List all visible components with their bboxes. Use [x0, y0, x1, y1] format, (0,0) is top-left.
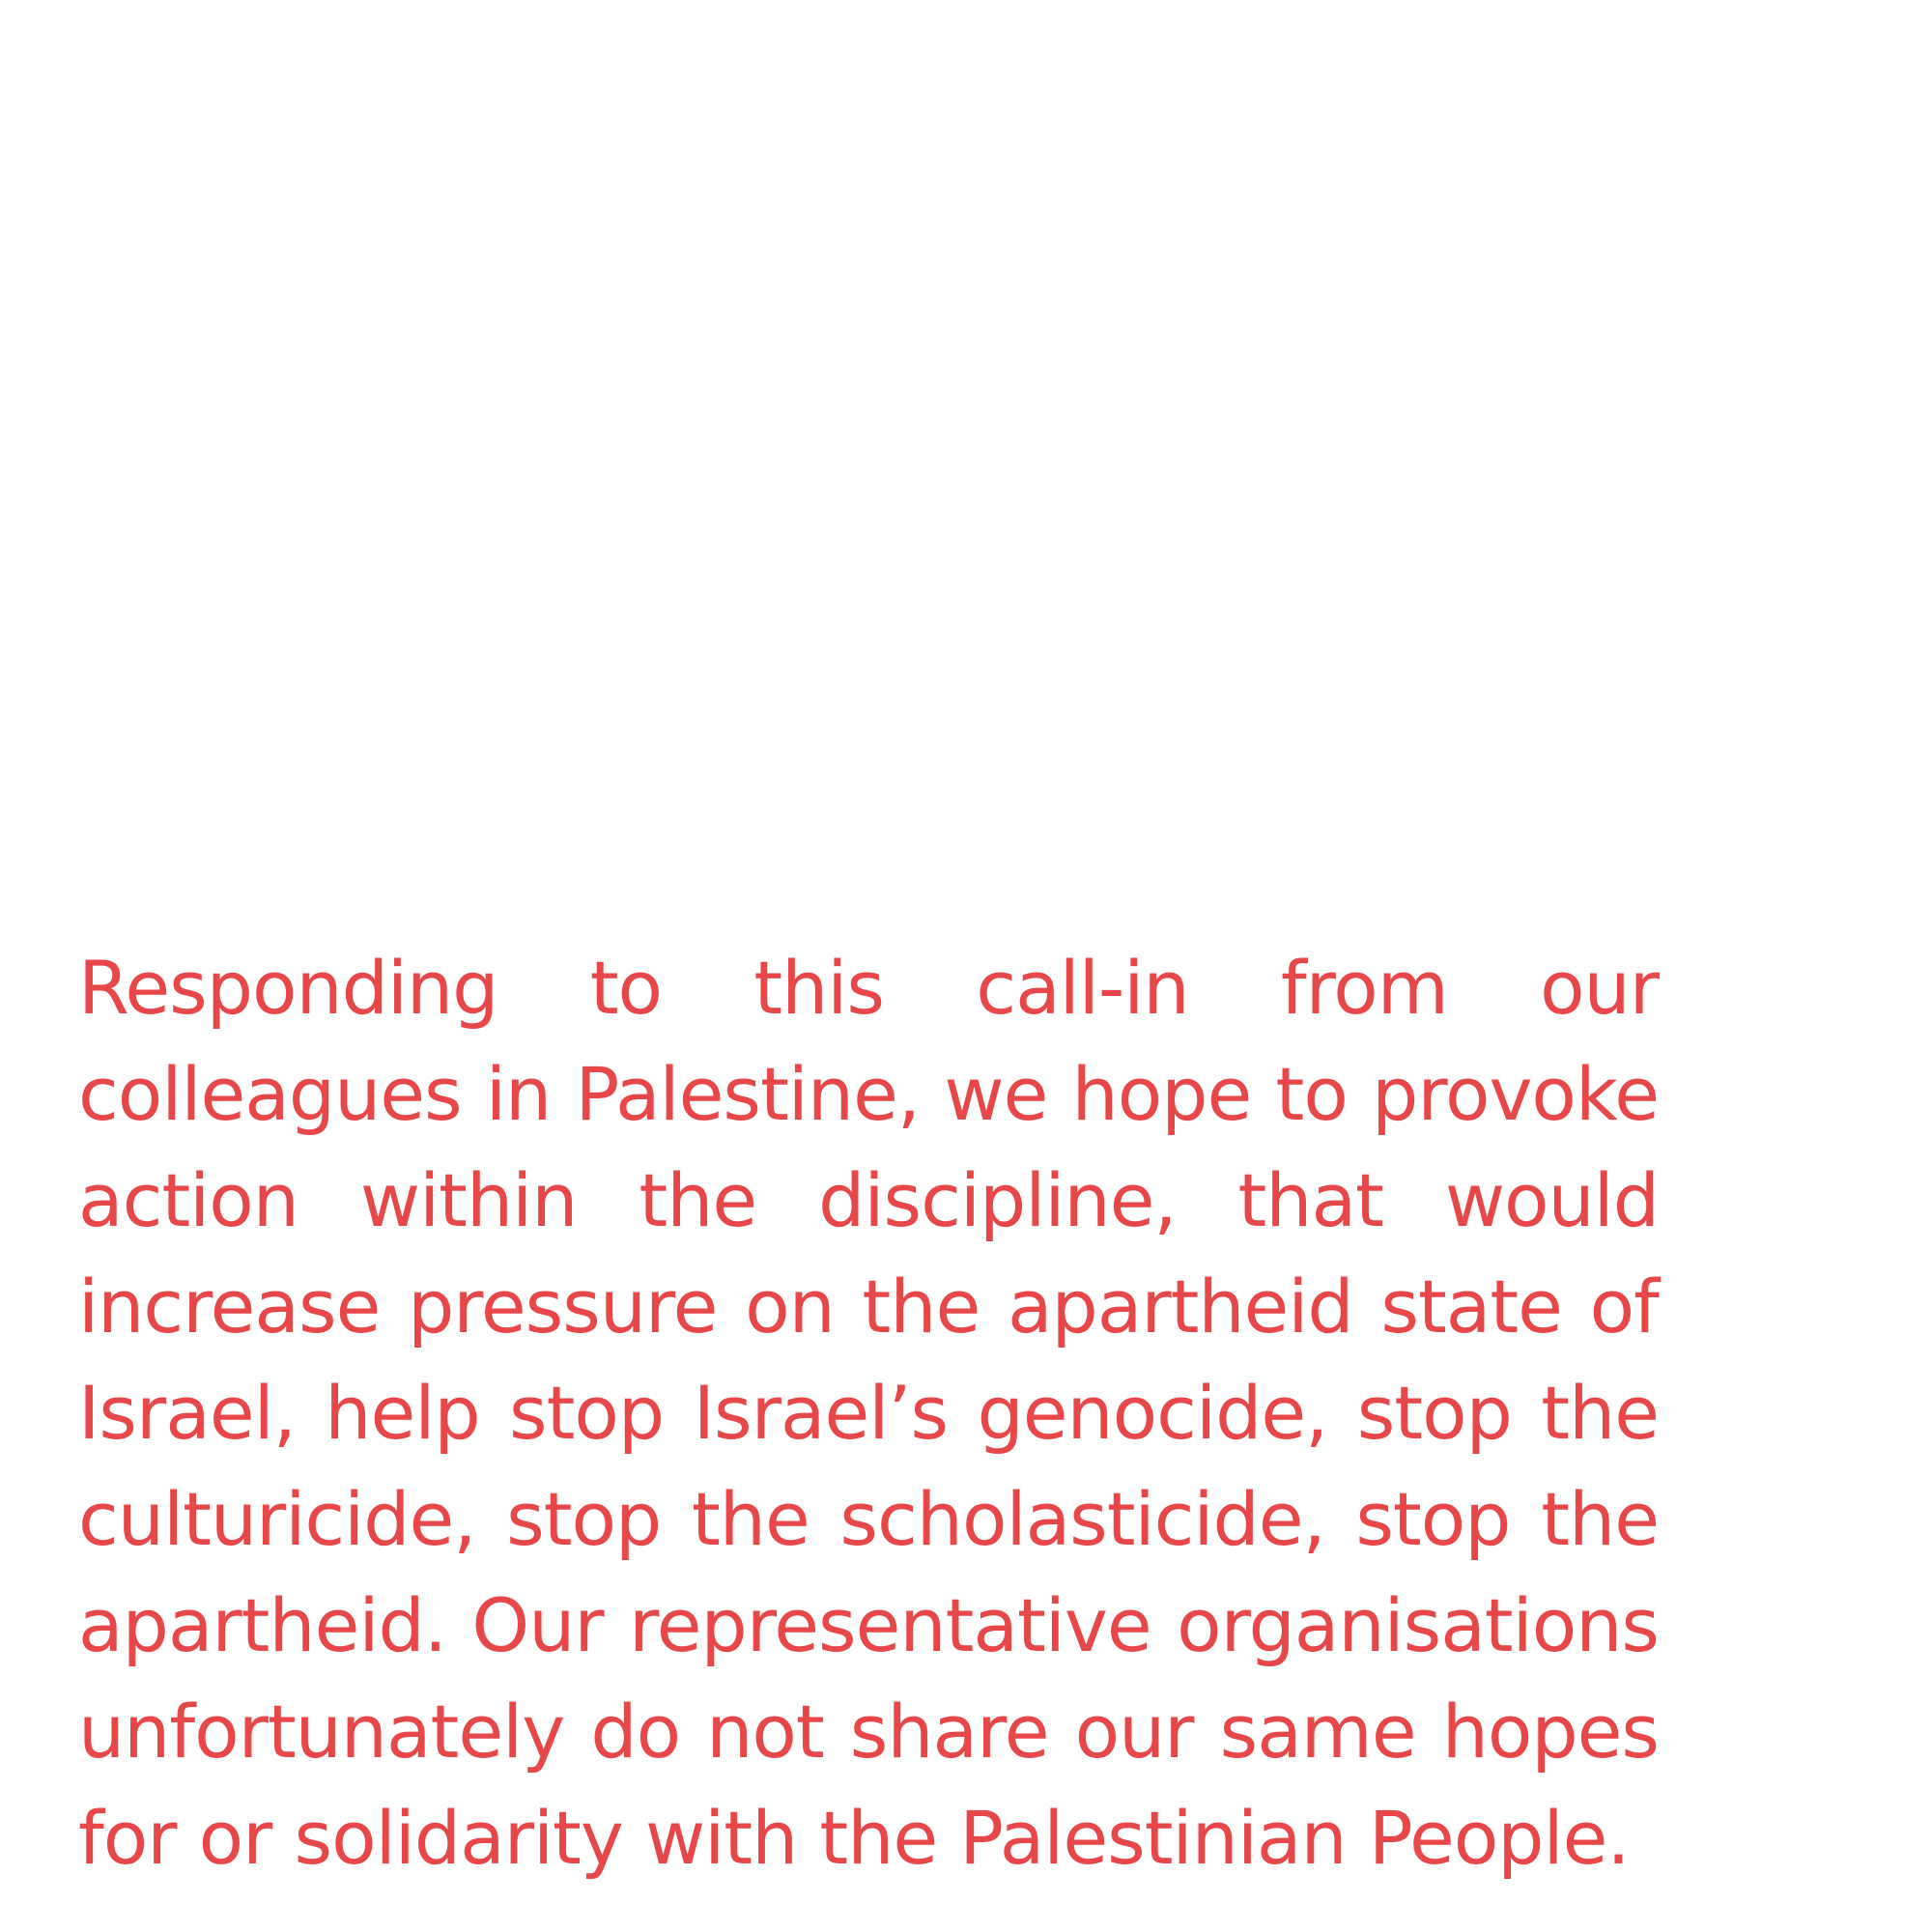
- word: our: [1540, 945, 1659, 1031]
- word: Israel,: [78, 1370, 296, 1456]
- word: not: [706, 1689, 824, 1775]
- word: representative: [629, 1582, 1151, 1668]
- word: in: [485, 1051, 552, 1137]
- word: Responding: [78, 945, 498, 1031]
- paragraph-line-7: [78, 1573, 1659, 1679]
- word: our: [1074, 1689, 1194, 1775]
- word: colleagues: [78, 1051, 462, 1137]
- word: to: [589, 945, 663, 1031]
- word: pressure: [408, 1264, 718, 1350]
- paragraph-line-3: [78, 1148, 1659, 1254]
- word: discipline,: [818, 1157, 1177, 1243]
- statement-paragraph: [78, 935, 1659, 1891]
- word: hopes: [1441, 1689, 1659, 1775]
- paragraph-line-9: for or solidarity with the Palestinian People.: [78, 1795, 1630, 1881]
- word: to: [1275, 1051, 1348, 1137]
- word: same: [1219, 1689, 1416, 1775]
- word: unfortunately: [78, 1689, 565, 1775]
- word: that: [1237, 1157, 1383, 1243]
- word: the: [639, 1157, 757, 1243]
- word: apartheid: [1007, 1264, 1353, 1350]
- paragraph-line-8: [78, 1679, 1659, 1785]
- word: would: [1444, 1157, 1659, 1243]
- word: provoke: [1372, 1051, 1659, 1137]
- word: apartheid.: [78, 1582, 446, 1668]
- paragraph-line-4: [78, 1254, 1659, 1360]
- word: of: [1589, 1264, 1659, 1350]
- word: we: [944, 1051, 1048, 1137]
- word: Israel’s: [693, 1370, 949, 1456]
- word: stop: [506, 1476, 662, 1562]
- word: Palestine,: [575, 1051, 920, 1137]
- word: the: [1541, 1476, 1659, 1562]
- word: within: [359, 1157, 578, 1243]
- word: increase: [78, 1264, 381, 1350]
- word: help: [325, 1370, 480, 1456]
- word: genocide,: [977, 1370, 1328, 1456]
- word: Our: [471, 1582, 604, 1668]
- word: organisations: [1177, 1582, 1659, 1668]
- word: stop: [509, 1370, 665, 1456]
- word: share: [849, 1689, 1049, 1775]
- paragraph-line-5: [78, 1360, 1659, 1466]
- word: state: [1380, 1264, 1562, 1350]
- paragraph-line-2: [78, 1041, 1659, 1148]
- word: from: [1280, 945, 1448, 1031]
- word: culturicide,: [78, 1476, 476, 1562]
- word: the: [691, 1476, 810, 1562]
- word: this: [753, 945, 884, 1031]
- word: on: [745, 1264, 835, 1350]
- word: call-in: [976, 945, 1189, 1031]
- word: hope: [1071, 1051, 1252, 1137]
- paragraph-line-1: [78, 935, 1659, 1041]
- word: scholasticide,: [839, 1476, 1325, 1562]
- paragraph-line-6: [78, 1466, 1659, 1573]
- word: stop: [1355, 1476, 1511, 1562]
- word: stop: [1356, 1370, 1512, 1456]
- word: do: [590, 1689, 681, 1775]
- word: the: [862, 1264, 980, 1350]
- word: the: [1541, 1370, 1659, 1456]
- word: action: [78, 1157, 298, 1243]
